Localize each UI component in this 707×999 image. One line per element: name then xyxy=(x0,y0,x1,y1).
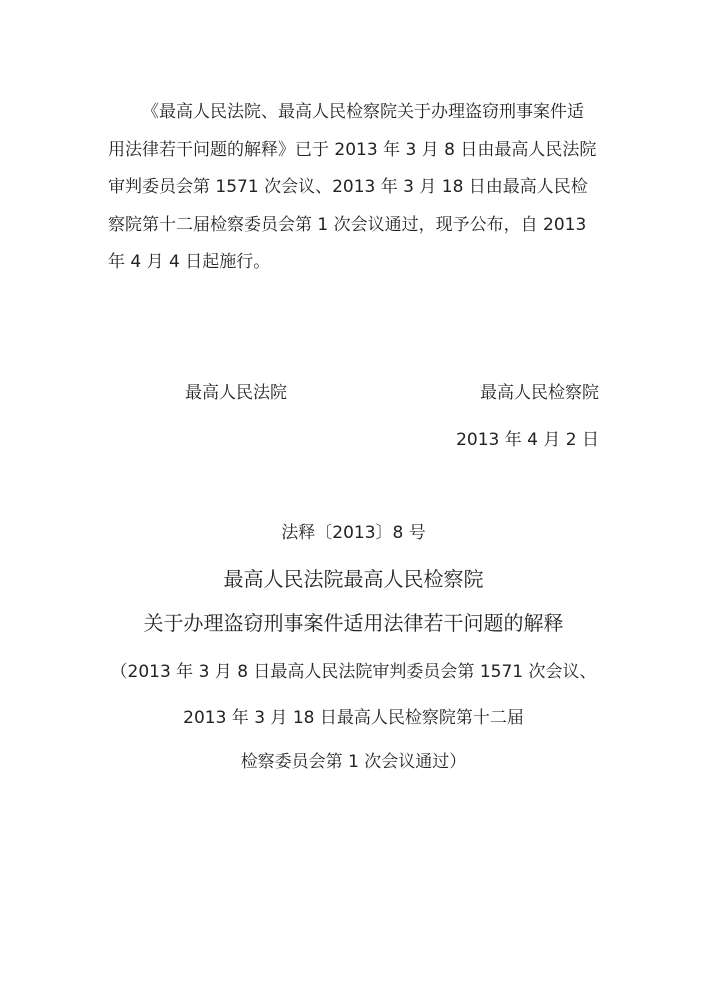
document-title-line1: 最高人民法院最高人民检察院 xyxy=(223,567,484,591)
announcement-line: 用法律若干问题的解释》已于 2013 年 3 月 8 日由最高人民法院 xyxy=(108,139,597,160)
announcement-line: 年 4 月 4 日起施行。 xyxy=(108,252,271,272)
signature-court: 最高人民法院 xyxy=(185,383,287,403)
announcement-paragraph xyxy=(108,94,602,282)
document-title-line2: 关于办理盗窃刑事案件适用法律若干问题的解释 xyxy=(143,611,564,635)
signature-procuratorate: 最高人民检察院 xyxy=(480,383,599,403)
adoption-note-line2: 2013 年 3 月 18 日最高人民检察院第十二届 xyxy=(183,708,524,728)
announcement-line: 察院第十二届检察委员会第 1 次会议通过，现予公布，自 2013 xyxy=(108,214,587,235)
adoption-note-line3: 检察委员会第 1 次会议通过） xyxy=(240,752,467,772)
document-number: 法释〔2013〕8 号 xyxy=(281,523,426,543)
announcement-line: 审判委员会第 1571 次会议、2013 年 3 月 18 日由最高人民检 xyxy=(108,177,588,197)
announcement-line: 《最高人民法院、最高人民检察院关于办理盗窃刑事案件适 xyxy=(142,102,584,122)
adoption-note-line1: （2013 年 3 月 8 日最高人民法院审判委员会第 1571 次会议、 xyxy=(110,662,597,682)
signature-date: 2013 年 4 月 2 日 xyxy=(456,430,599,450)
